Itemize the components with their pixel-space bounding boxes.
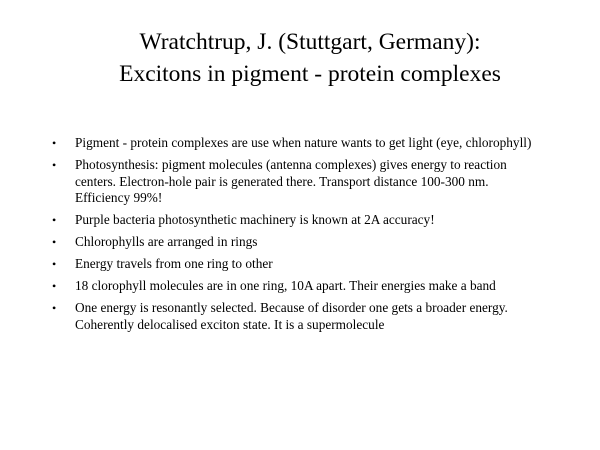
bullet-dot-icon: • <box>52 136 57 150</box>
bullet-item <box>52 278 532 295</box>
bullet-text: Chlorophylls are arranged in rings <box>75 234 258 249</box>
bullet-dot-icon: • <box>52 158 57 172</box>
bullet-dot-icon: • <box>52 235 57 249</box>
bullet-list <box>52 135 532 339</box>
bullet-item <box>52 212 532 229</box>
title-line-2: Excitons in pigment - protein complexes <box>119 61 501 87</box>
bullet-text: Photosynthesis: pigment molecules (antenna complexes) gives energy to reaction centers. Electron-hole pair is generated there. Transport distance 100-300 nm. Efficiency 99%! <box>75 157 507 205</box>
bullet-text: Energy travels from one ring to other <box>75 256 273 271</box>
bullet-item <box>52 135 532 152</box>
bullet-item <box>52 256 532 273</box>
bullet-item <box>52 157 532 207</box>
bullet-text: One energy is resonantly selected. Because of disorder one gets a broader energy. Coherently delocalised exciton state. It is a supermolecule <box>75 300 508 332</box>
bullet-text: 18 clorophyll molecules are in one ring, 10A apart. Their energies make a band <box>75 278 496 293</box>
bullet-dot-icon: • <box>52 257 57 271</box>
bullet-text: Purple bacteria photosynthetic machinery is known at 2A accuracy! <box>75 212 435 227</box>
title-line-1: Wratchtrup, J. (Stuttgart, Germany): <box>139 29 481 55</box>
bullet-item <box>52 300 532 333</box>
bullet-dot-icon: • <box>52 279 57 293</box>
bullet-dot-icon: • <box>52 213 57 227</box>
slide-title <box>0 26 600 90</box>
bullet-dot-icon: • <box>52 301 57 315</box>
bullet-text: Pigment - protein complexes are use when nature wants to get light (eye, chlorophyll) <box>75 135 532 150</box>
bullet-item <box>52 234 532 251</box>
